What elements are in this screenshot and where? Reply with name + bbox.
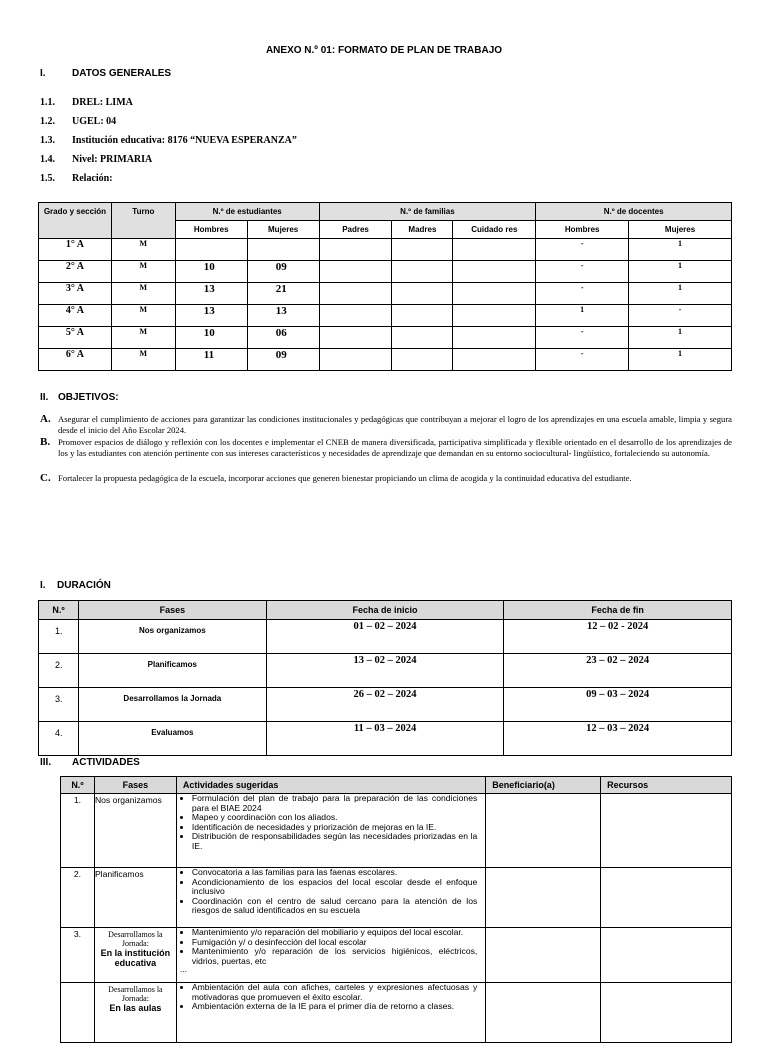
cell-madres	[392, 283, 453, 305]
cell-cuidadores	[453, 327, 536, 349]
cell-mujeres: 13	[247, 305, 319, 327]
table-row	[39, 283, 732, 305]
header-recursos: Recursos	[601, 777, 732, 794]
header-mujeres: Mujeres	[247, 221, 319, 239]
activity-item: • Convocatoria a las familias para las faenas escolares.	[192, 868, 485, 878]
cell-mujeres: 09	[247, 261, 319, 283]
cell-grado: 1° A	[39, 239, 112, 261]
general-item-label: UGEL	[72, 116, 101, 127]
cell-grado: 2° A	[39, 261, 112, 283]
section-title: ACTIVIDADES	[72, 757, 140, 768]
activity-item: • Ambientación externa de la IE para el primer día de retorno a clases.	[192, 1002, 485, 1012]
objective-item	[40, 437, 732, 458]
cell-fecha-fin: 09 – 03 – 2024	[504, 688, 732, 722]
cell-numero: 2.	[61, 868, 95, 928]
cell-turno: M	[111, 283, 175, 305]
activity-item: • Mantenimiento y/o reparación del mobiliario y equipos del local escolar.	[192, 928, 485, 938]
cell-hombres: 10	[175, 261, 247, 283]
header-numero: N.º	[39, 601, 79, 620]
section-title: OBJETIVOS:	[58, 392, 119, 403]
cell-hombres: 13	[175, 305, 247, 327]
section-number: I.	[40, 68, 46, 79]
cell-turno: M	[111, 327, 175, 349]
cell-docentes-hombres: -	[536, 327, 629, 349]
general-item-label: DREL	[72, 97, 100, 108]
cell-hombres: 10	[175, 327, 247, 349]
header-estudiantes: N.º de estudiantes	[175, 203, 319, 221]
cell-turno: M	[111, 239, 175, 261]
cell-fase: Desarrollamos la Jornada	[78, 688, 266, 722]
general-item	[0, 173, 768, 192]
table-row	[61, 983, 732, 1043]
table-row	[39, 722, 732, 756]
header-docentes: N.º de docentes	[536, 203, 732, 221]
header-padres: Padres	[319, 221, 392, 239]
general-item-value: : 04	[100, 116, 117, 127]
general-item-value: : 8176 “NUEVA ESPERANZA”	[161, 135, 297, 146]
cell-padres	[319, 349, 392, 371]
phase-label: Desarrollamos la Jornada:	[108, 985, 163, 1003]
cell-turno: M	[111, 349, 175, 371]
general-item	[0, 135, 768, 154]
cell-cuidadores	[453, 261, 536, 283]
cell-fase: Nos organizamos	[78, 620, 266, 654]
activity-item: • Mapeo y coordinación con los aliados.	[192, 813, 485, 823]
cell-hombres: 11	[175, 349, 247, 371]
cell-mujeres: 21	[247, 283, 319, 305]
general-item-number: 1.4.	[40, 154, 55, 165]
general-item-label: Nivel	[72, 154, 95, 165]
general-item-label: Relación	[72, 173, 110, 184]
general-item-number: 1.5.	[40, 173, 55, 184]
cell-turno: M	[111, 305, 175, 327]
objective-letter: B.	[40, 436, 51, 448]
cell-beneficiario	[486, 868, 601, 928]
header-fases: Fases	[94, 777, 176, 794]
header-beneficiario: Beneficiario(a)	[486, 777, 601, 794]
activities-table	[60, 776, 732, 1043]
cell-fase	[94, 928, 176, 983]
objective-letter: A.	[40, 413, 51, 425]
cell-padres	[319, 305, 392, 327]
general-item	[0, 154, 768, 173]
objective-item	[40, 414, 732, 435]
phase-sublabel: En la institución educativa	[100, 948, 171, 968]
cell-fase: Nos organizamos	[94, 794, 176, 868]
header-numero: N.º	[61, 777, 95, 794]
section-number: II.	[40, 392, 49, 403]
cell-fase: Planificamos	[78, 654, 266, 688]
header-docentes-hombres: Hombres	[536, 221, 629, 239]
activity-item: • Formulación del plan de trabajo para la preparación de las condiciones para el BIAE 2024	[192, 794, 485, 813]
header-madres: Madres	[392, 221, 453, 239]
cell-numero	[61, 983, 95, 1043]
cell-recursos	[601, 868, 732, 928]
cell-fecha-fin: 12 – 02 - 2024	[504, 620, 732, 654]
cell-numero: 3.	[39, 688, 79, 722]
activity-item: • Ambientación del aula con afiches, carteles y expresiones afectuosas y motivadoras que promueven el éxito escolar.	[192, 983, 485, 1002]
cell-hombres: 13	[175, 283, 247, 305]
cell-fecha-inicio: 26 – 02 – 2024	[266, 688, 504, 722]
general-data-list	[0, 97, 768, 192]
cell-fecha-inicio: 13 – 02 – 2024	[266, 654, 504, 688]
objective-text: Fortalecer la propuesta pedagógica de la escuela, incorporar acciones que generen bienestar propiciando un clima de acogida y la continuidad educativa del estudiante.	[58, 473, 632, 483]
cell-madres	[392, 261, 453, 283]
cell-mujeres: 09	[247, 349, 319, 371]
table-row	[39, 327, 732, 349]
cell-padres	[319, 327, 392, 349]
cell-actividades	[176, 868, 485, 928]
general-item-value: :	[109, 173, 113, 184]
header-fases: Fases	[78, 601, 266, 620]
section-number: I.	[40, 580, 46, 591]
table-row	[61, 794, 732, 868]
general-item-value: : PRIMARIA	[94, 154, 153, 165]
cell-fase: Planificamos	[94, 868, 176, 928]
header-hombres: Hombres	[175, 221, 247, 239]
objective-letter: C.	[40, 472, 51, 484]
phase-label: Desarrollamos la Jornada:	[108, 930, 163, 948]
objective-text: Asegurar el cumplimiento de acciones para garantizar las condiciones institucionales y pedagógicas que contribuyan a mejorar el logro de los aprendizajes en una escuela amable, limpia y segura desde el inicio del Año Escolar 2024.	[58, 414, 732, 435]
cell-cuidadores	[453, 305, 536, 327]
cell-hombres	[175, 239, 247, 261]
cell-docentes-mujeres: 1	[629, 327, 732, 349]
cell-madres	[392, 327, 453, 349]
header-grado: Grado y sección	[39, 203, 112, 239]
cell-actividades	[176, 794, 485, 868]
duration-table	[38, 600, 732, 756]
cell-madres	[392, 305, 453, 327]
table-row	[39, 688, 732, 722]
activity-item: • Mantenimiento y/o reparación de los servicios higiénicos, eléctricos, vidrios, puertas, etc	[192, 947, 485, 966]
cell-docentes-hombres: -	[536, 283, 629, 305]
table-row	[61, 868, 732, 928]
cell-beneficiario	[486, 928, 601, 983]
header-fecha-inicio: Fecha de inicio	[266, 601, 504, 620]
ellipsis-text: ...	[179, 964, 188, 974]
cell-beneficiario	[486, 794, 601, 868]
cell-docentes-mujeres: 1	[629, 239, 732, 261]
activity-item: • Acondicionamiento de los espacios del local escolar desde el enfoque inclusivo	[192, 878, 485, 897]
cell-numero: 4.	[39, 722, 79, 756]
objective-item	[40, 473, 732, 484]
cell-fecha-inicio: 11 – 03 – 2024	[266, 722, 504, 756]
cell-docentes-mujeres: 1	[629, 283, 732, 305]
header-familias: N.º de familias	[319, 203, 536, 221]
cell-padres	[319, 239, 392, 261]
cell-cuidadores	[453, 349, 536, 371]
cell-docentes-mujeres: -	[629, 305, 732, 327]
page-title: ANEXO N.º 01: FORMATO DE PLAN DE TRABAJO	[265, 45, 503, 56]
cell-cuidadores	[453, 283, 536, 305]
table-row	[39, 239, 732, 261]
cell-numero: 3.	[61, 928, 95, 983]
cell-fecha-fin: 12 – 03 – 2024	[504, 722, 732, 756]
general-item-number: 1.2.	[40, 116, 55, 127]
cell-grado: 5° A	[39, 327, 112, 349]
cell-actividades	[176, 983, 485, 1043]
table-row	[39, 305, 732, 327]
cell-actividades	[176, 928, 485, 983]
cell-recursos	[601, 794, 732, 868]
cell-docentes-hombres: -	[536, 261, 629, 283]
objective-text: Promover espacios de diálogo y reflexión con los docentes e implementar el CNEB de manera diversificada, participativa simplificada y flexible orientado en el desarrollo de los aprendizajes de los y las estudiantes con atención pertinente con sus intereses característicos y necesidades de aprendizaje que demandan en su entorno sociocultural- lingüístico, fortaleciendo su autonomía.	[58, 437, 732, 458]
cell-fase	[94, 983, 176, 1043]
cell-madres	[392, 239, 453, 261]
general-item-number: 1.3.	[40, 135, 55, 146]
cell-fecha-fin: 23 – 02 – 2024	[504, 654, 732, 688]
cell-recursos	[601, 983, 732, 1043]
activity-item: • Identificación de necesidades y priorización de mejoras en la IE.	[192, 823, 485, 833]
general-item-value: : LIMA	[99, 97, 133, 108]
phase-sublabel: En las aulas	[109, 1003, 162, 1013]
cell-beneficiario	[486, 983, 601, 1043]
cell-mujeres: 06	[247, 327, 319, 349]
cell-madres	[392, 349, 453, 371]
table-row	[61, 928, 732, 983]
general-item	[0, 97, 768, 116]
cell-grado: 6° A	[39, 349, 112, 371]
section-number: III.	[40, 757, 52, 768]
general-item-number: 1.1.	[40, 97, 55, 108]
cell-docentes-hombres: -	[536, 239, 629, 261]
header-cuidadores: Cuidado res	[453, 221, 536, 239]
general-item	[0, 116, 768, 135]
cell-padres	[319, 261, 392, 283]
table-row	[39, 349, 732, 371]
cell-docentes-mujeres: 1	[629, 261, 732, 283]
cell-recursos	[601, 928, 732, 983]
table-row	[39, 620, 732, 654]
cell-docentes-hombres: 1	[536, 305, 629, 327]
section-title: DATOS GENERALES	[72, 68, 172, 79]
cell-turno: M	[111, 261, 175, 283]
cell-grado: 4° A	[39, 305, 112, 327]
cell-docentes-hombres: -	[536, 349, 629, 371]
cell-fase: Evaluamos	[78, 722, 266, 756]
header-turno: Turno	[111, 203, 175, 239]
header-docentes-mujeres: Mujeres	[629, 221, 732, 239]
activity-item: • Distribución de responsabilidades según las necesidades priorizadas en la IE.	[192, 832, 485, 851]
activity-item: • Coordinación con el centro de salud cercano para la atención de los riesgos de salud identificados en su escuela	[192, 897, 485, 916]
cell-cuidadores	[453, 239, 536, 261]
cell-numero: 2.	[39, 654, 79, 688]
cell-docentes-mujeres: 1	[629, 349, 732, 371]
cell-fecha-inicio: 01 – 02 – 2024	[266, 620, 504, 654]
table-row	[39, 261, 732, 283]
cell-padres	[319, 283, 392, 305]
header-actividades: Actividades sugeridas	[176, 777, 485, 794]
cell-numero: 1.	[39, 620, 79, 654]
cell-grado: 3° A	[39, 283, 112, 305]
table-row	[39, 654, 732, 688]
students-table	[38, 202, 732, 371]
section-title: DURACIÓN	[57, 580, 111, 591]
cell-numero: 1.	[61, 794, 95, 868]
cell-mujeres	[247, 239, 319, 261]
activity-item: • Fumigación y/ o desinfección del local escolar	[192, 938, 485, 948]
header-fecha-fin: Fecha de fin	[504, 601, 732, 620]
general-item-label: Institución educativa	[72, 135, 162, 146]
